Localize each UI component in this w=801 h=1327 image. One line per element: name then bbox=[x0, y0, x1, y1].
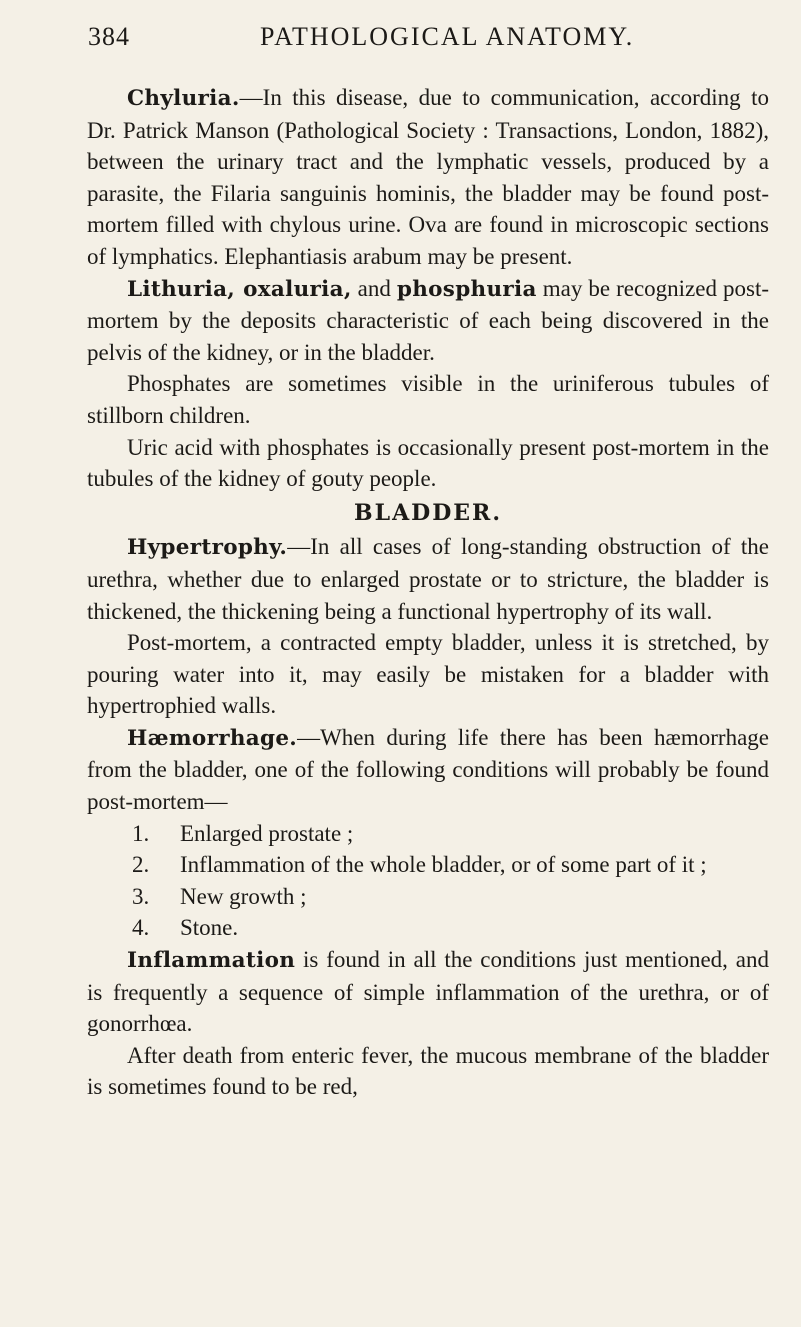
list-text: New growth ; bbox=[180, 883, 307, 909]
list-text: Enlarged prostate ; bbox=[180, 820, 354, 846]
list-number: 2. bbox=[132, 852, 150, 878]
list-item bbox=[87, 912, 769, 944]
heading-lithuria: Lithuria, oxaluria, bbox=[127, 276, 352, 302]
paragraph-hypertrophy bbox=[87, 531, 769, 627]
heading-chyluria: Chyluria. bbox=[127, 86, 240, 111]
section-title: BLADDER. bbox=[354, 499, 502, 526]
paragraph-chyluria bbox=[87, 82, 769, 273]
list-item bbox=[87, 849, 769, 881]
text-inflammation: is found in all the conditions just mentioned, and is frequently a sequence of simple inflammation of the urethra, or of gonorrhœa. bbox=[87, 947, 769, 1037]
paragraph-uric-acid: Uric acid with phosphates is occasionally present post-mortem in the tubules of the kidney of gouty people. bbox=[87, 434, 769, 492]
running-title: PATHOLOGICAL ANATOMY. bbox=[260, 22, 635, 51]
page-body bbox=[87, 82, 769, 1103]
list-text: Stone. bbox=[180, 915, 239, 941]
list-item bbox=[87, 881, 769, 913]
paragraph-inflammation bbox=[87, 944, 769, 1040]
heading-haemorrhage: Hæmorrhage. bbox=[127, 725, 298, 751]
text-hypertrophy: —In all cases of long-standing obstruction of the urethra, whether due to enlarged prostate or to stricture, the bladder is thickened, the thickening being a functional hypertrophy of its wall. bbox=[87, 534, 769, 624]
text-lithuria: may be recognized post-mortem by the deposits characteristic of each being discovered in the pelvis of the kidney, or in the bladder. bbox=[87, 275, 769, 365]
page-number: 384 bbox=[88, 22, 130, 51]
list-text: Inflammation of the whole bladder, or of some part of it ; bbox=[180, 852, 707, 878]
paragraph-lithuria bbox=[87, 273, 769, 369]
list-number: 1. bbox=[132, 820, 150, 846]
paragraph-enteric-fever: After death from enteric fever, the mucous membrane of the bladder is sometimes found to be red, bbox=[87, 1042, 769, 1100]
paragraph-phosphates: Phosphates are sometimes visible in the uriniferous tubules of stillborn children. bbox=[87, 371, 769, 428]
heading-phosphuria: phosphuria bbox=[396, 276, 537, 302]
paragraph-post-mortem: Post-mortem, a contracted empty bladder, unless it is stretched, by pouring water into it, may easily be mistaken for a bladder with hypertrophied walls. bbox=[87, 630, 769, 719]
heading-hypertrophy: Hypertrophy. bbox=[127, 535, 288, 561]
heading-inflammation: Inflammation bbox=[127, 948, 296, 974]
list-number: 4. bbox=[132, 915, 150, 941]
text-haemorrhage: —When during life there has been hæmorrhage from the bladder, one of the following conditions will probably be found post-mortem— bbox=[87, 724, 769, 815]
list-number: 3. bbox=[132, 883, 150, 909]
text-lithuria-mid: and bbox=[351, 275, 397, 301]
page-header bbox=[88, 22, 768, 62]
text-chyluria: —In this disease, due to communication, according to Dr. Patrick Manson (Pathological Society : Transactions, London, 1882), between the urinary tract and the lymphatic vessels, produced by a parasite, the Filaria sanguinis hominis, the bladder may be found post-mortem filled with chylous urine. Ova are found in microscopic sections of lymphatics. Elephantiasis arabum may be present. bbox=[87, 85, 769, 269]
conditions-list bbox=[87, 818, 769, 944]
list-item bbox=[87, 818, 769, 850]
paragraph-haemorrhage bbox=[87, 722, 769, 818]
